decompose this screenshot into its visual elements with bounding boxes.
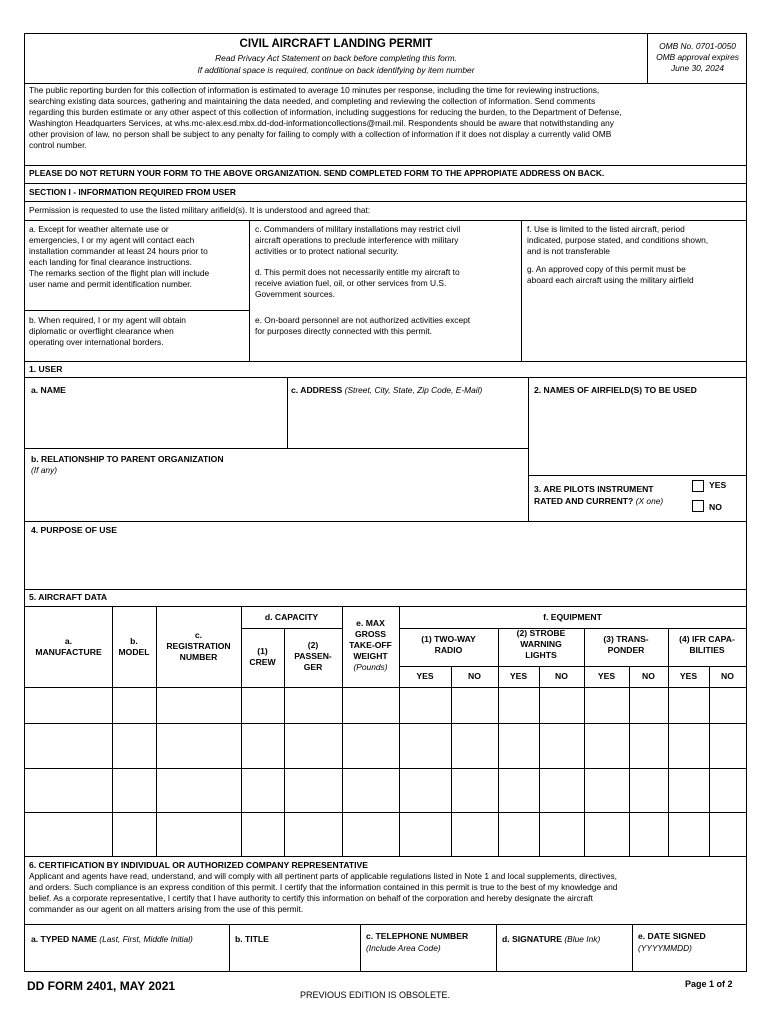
pilots-rated-label-1: 3. ARE PILOTS INSTRUMENT (534, 484, 654, 494)
address-field[interactable] (289, 398, 526, 446)
purpose-field[interactable] (27, 538, 744, 588)
relationship-field[interactable] (27, 477, 526, 519)
name-field[interactable] (27, 398, 285, 446)
section-1-title: SECTION I - INFORMATION REQUIRED FROM USER (29, 187, 236, 197)
col-transponder: (3) TRANS- PONDER (603, 634, 649, 655)
form-id: DD FORM 2401, MAY 2021 (27, 979, 176, 993)
strobe-yes-header: YES (509, 671, 528, 681)
return-notice: PLEASE DO NOT RETURN YOUR FORM TO THE ABOVE ORGANIZATION. SEND COMPLETED FORM TO THE APPROPIATE ADDRESS ON BACK. (29, 168, 605, 178)
continue-instruction: If additional space is required, continue on back identifying by item number (197, 65, 475, 75)
burden-statement: The public reporting burden for this collection of information is estimated to average 10 minutes per response, including the time for reviewing instructions, searching existing data sources, gathering and maintaining the data needed, and completing and reviewing the collection of information. Send comments regarding this burden estimate or any other aspect of this collection of information, including suggestions for reducing the burden, to the Department of Defense, Washington Headquarters Services, at whs.mc-alex.esd.mbx.dd-dod-informationcollections@mail.mil. Respondents should be aware that notwithstanding any other provision of law, no person shall be subject to any penalty for failing to comply with a collection of information if it does not display a currently valid OMB control number. (29, 85, 622, 150)
col-strobe-lights: (2) STROBE WARNING LIGHTS (516, 628, 566, 660)
telephone-hint: (Include Area Code) (366, 943, 441, 953)
condition-g: g. An approved copy of this permit must be aboard each aircraft using the military airfield (527, 264, 694, 285)
col-max-weight: e. MAX GROSS TAKE-OFF WEIGHT (Pounds) (349, 618, 392, 672)
omb-expiry-date: June 30, 2024 (670, 63, 725, 73)
privacy-instruction: Read Privacy Act Statement on back before completing this form. (215, 53, 457, 63)
pilots-yes-label: YES (709, 480, 727, 490)
signature-field[interactable] (498, 947, 630, 969)
relationship-hint: (If any) (31, 465, 58, 475)
typed-name-label: a. TYPED NAME (Last, First, Middle Initial) (31, 934, 193, 944)
obsolete-notice: PREVIOUS EDITION IS OBSOLETE. (300, 990, 451, 1000)
col-crew: (1) CREW (249, 646, 276, 667)
cert-title: 6. CERTIFICATION BY INDIVIDUAL OR AUTHORIZED COMPANY REPRESENTATIVE (29, 860, 368, 870)
form-title: CIVIL AIRCRAFT LANDING PERMIT (239, 38, 433, 50)
radio-no-header: NO (468, 671, 481, 681)
date-signed-label: e. DATE SIGNED (638, 931, 706, 941)
pilots-rated-label-2: RATED AND CURRENT? (X one) (534, 496, 664, 506)
omb-number: OMB No. 0701-0050 (659, 41, 736, 51)
condition-d: d. This permit does not necessarily entitle my aircraft to receive aviation fuel, oil, or other services from U.S. Government sources. (255, 267, 460, 299)
transponder-no-header: NO (642, 671, 655, 681)
col-model: b. MODEL (118, 636, 150, 657)
airfields-label: 2. NAMES OF AIRFIELD(S) TO BE USED (534, 385, 697, 395)
col-equipment: f. EQUIPMENT (543, 612, 602, 622)
user-section-title: 1. USER (29, 364, 63, 374)
omb-expiry-label: OMB approval expires (656, 52, 739, 62)
aircraft-section-title: 5. AIRCRAFT DATA (29, 592, 108, 602)
typed-name-field[interactable] (27, 947, 227, 969)
telephone-label: c. TELEPHONE NUMBER (366, 931, 469, 941)
radio-yes-header: YES (416, 671, 434, 681)
col-two-way-radio: (1) TWO-WAY RADIO (421, 634, 476, 655)
condition-f: f. Use is limited to the listed aircraft, period indicated, purpose stated, and conditions shown, and is not transferable (527, 224, 709, 256)
ifr-no-header: NO (721, 671, 734, 681)
name-label: a. NAME (31, 385, 66, 395)
pilots-yes-checkbox[interactable] (692, 480, 704, 492)
page-number: Page 1 of 2 (685, 979, 733, 989)
telephone-field[interactable] (362, 954, 494, 969)
condition-c: c. Commanders of military installations may restrict civil aircraft operations to preclude interference with military activities or to protect national security. (255, 224, 461, 256)
aircraft-row[interactable] (25, 724, 746, 768)
condition-a: a. Except for weather alternate use or emergencies, I or my agent will contact each installation commander at least 24 hours prior to each landing for final clearance instructions. The remarks section of the flight plan will include user name and permit identification number. (29, 224, 210, 289)
cert-statement: Applicant and agents have read, understand, and will comply with all pertinent parts of applicable regulations listed in Note 1 and local supplements, directives, and orders. Such compliance is an express condition of this permit. I certify that the information contained in this permit is true to the best of my knowledge and belief. As a corporate representative, I certify that I have authority to certify this information on behalf of the corporation and hereby designate the aircraft commander as our agent on all matters arising from the use of this permit. (29, 871, 618, 914)
date-signed-field[interactable] (634, 954, 744, 969)
aircraft-row[interactable] (25, 769, 746, 812)
pilots-no-label: NO (709, 502, 722, 512)
aircraft-row[interactable] (25, 813, 746, 856)
aircraft-row[interactable] (25, 688, 746, 723)
relationship-label: b. RELATIONSHIP TO PARENT ORGANIZATION (31, 454, 224, 464)
title-field[interactable] (231, 947, 358, 969)
landing-permit-form (24, 33, 747, 972)
pilots-no-checkbox[interactable] (692, 500, 704, 512)
address-label: c. ADDRESS (Street, City, State, Zip Code, E-Mail) (291, 385, 483, 395)
airfields-field[interactable] (530, 398, 744, 473)
col-ifr-capabilities: (4) IFR CAPA- BILITIES (679, 634, 735, 655)
col-registration: c. REGISTRATION NUMBER (166, 630, 231, 662)
title-label: b. TITLE (235, 934, 269, 944)
condition-b: b. When required, I or my agent will obtain diplomatic or overflight clearance when operating over international borders. (29, 315, 186, 347)
date-signed-hint: (YYYYMMDD) (638, 943, 692, 953)
col-manufacture: a. MANUFACTURE (35, 636, 102, 657)
purpose-label: 4. PURPOSE OF USE (31, 525, 117, 535)
signature-label: d. SIGNATURE (Blue Ink) (502, 934, 601, 944)
transponder-yes-header: YES (597, 671, 616, 681)
section-1-intro: Permission is requested to use the listed military arifield(s). It is understood and agreed that: (29, 205, 371, 215)
col-passenger: (2) PASSEN- GER (294, 640, 332, 672)
col-capacity: d. CAPACITY (264, 612, 319, 622)
condition-e: e. On-board personnel are not authorized activities except for purposes directly connected with this permit. (255, 315, 471, 336)
strobe-no-header: NO (555, 671, 568, 681)
ifr-yes-header: YES (679, 671, 698, 681)
